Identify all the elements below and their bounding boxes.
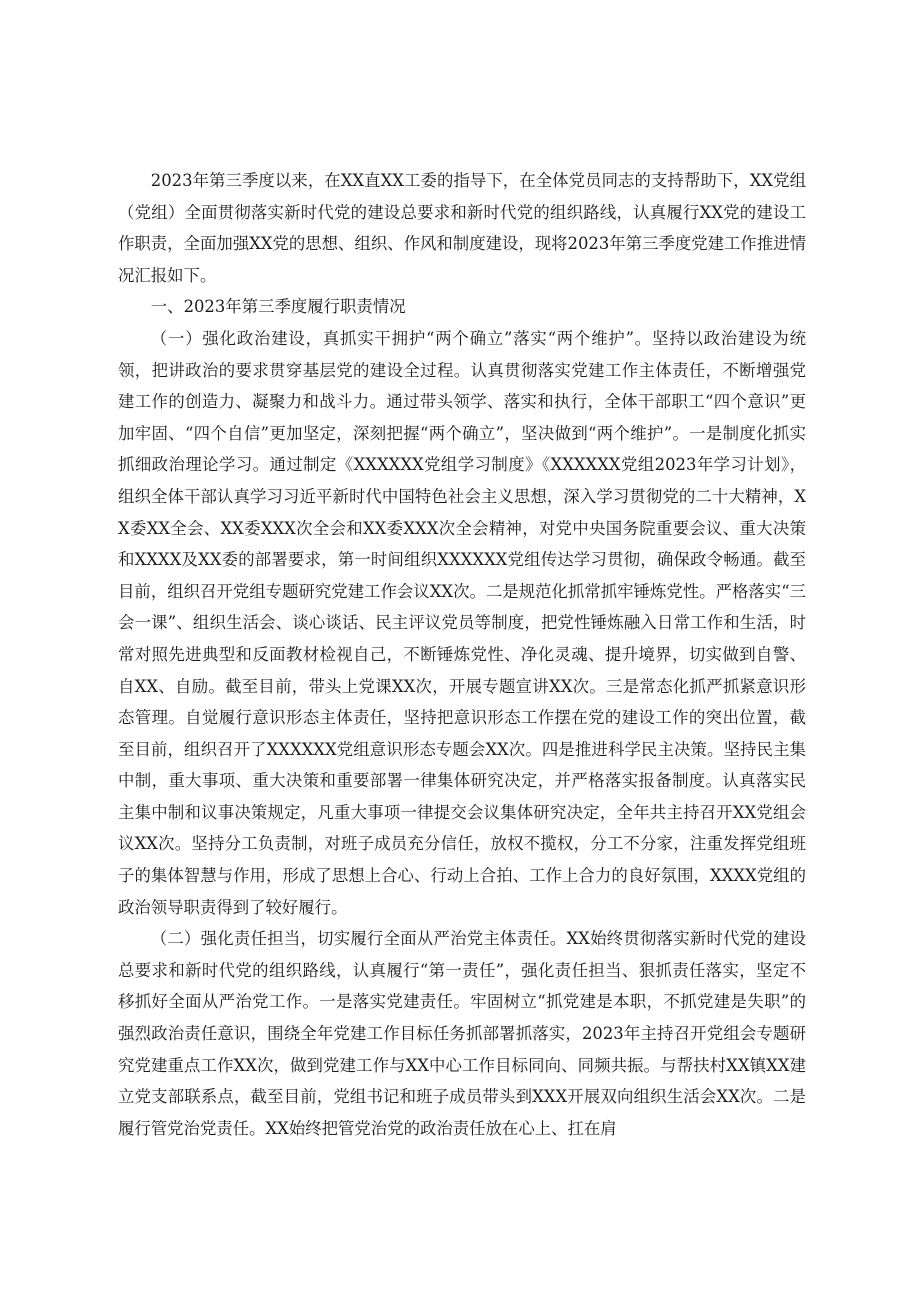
intro-paragraph: 2023年第三季度以来，在XX直XX工委的指导下，在全体党员同志的支持帮助下，XX党组（党组）全面贯彻落实新时代党的建设总要求和新时代党的组织路线，认真履行XX党的建设工作职责，全面加强XX党的思想、组织、作风和制度建设，现将2023年第三季度党建工作推进情况汇报如下。 — [118, 171, 806, 285]
document-body — [118, 165, 806, 1144]
political-construction-paragraph: （一）强化政治建设，真抓实干拥护“两个确立”落实“两个维护”。坚持以政治建设为统领，把讲政治的要求贯穿基层党的建设全过程。认真贯彻落实党建工作主体责任，不断增强党建工作的创造力、凝聚力和战斗力。通过带头领学、落实和执行，全体干部职工“四个意识”更加牢固、“四个自信”更加坚定，深刻把握“两个确立”，坚决做到“两个维护”。一是制度化抓实抓细政治理论学习。通过制定《XXXXXX党组学习制度》《XXXXXX党组2023年学习计划》，组织全体干部认真学习习近平新时代中国特色社会主义思想，深入学习贯彻党的二十大精神，XX委XX全会、XX委XXX次全会和XX委XXX次全会精神，对党中央国务院重要会议、重大决策和XXXX及XX委的部署要求，第一时间组织XXXXXX党组传达学习贯彻，确保政令畅通。截至目前，组织召开党组专题研究党建工作会议XX次。二是规范化抓常抓牢锤炼党性。严格落实“三会一课”、组织生活会、谈心谈话、民主评议党员等制度，把党性锤炼融入日常工作和生活，时常对照先进典型和反面教材检视自己，不断锤炼党性、净化灵魂、提升境界，切实做到自警、自XX、自励。截至目前，带头上党课XX次，开展专题宣讲XX次。三是常态化抓严抓紧意识形态管理。自觉履行意识形态主体责任，坚持把意识形态工作摆在党的建设工作的突出位置，截至目前，组织召开了XXXXXX党组意识形态专题会XX次。四是推进科学民主决策。坚持民主集中制，重大事项、重大决策和重要部署一律集体研究决定，并严格落实报备制度。认真落实民主集中制和议事决策规定，凡重大事项一律提交会议集体研究决定，全年共主持召开XX党组会议XX次。坚持分工负责制，对班子成员充分信任，放权不揽权，分工不分家，注重发挥党组班子的集体智慧与作用，形成了思想上合心、行动上合拍、工作上合力的良好氛围，XXXX党组的政治领导职责得到了较好履行。 — [118, 328, 806, 917]
section-heading: 一、2023年第三季度履行职责情况 — [150, 297, 406, 317]
responsibility-paragraph: （二）强化责任担当，切实履行全面从严治党主体责任。XX始终贯彻落实新时代党的建设总要求和新时代党的组织路线，认真履行“第一责任”，强化责任担当、狠抓责任落实，坚定不移抓好全面从严治党工作。一是落实党建责任。牢固树立“抓党建是本职，不抓党建是失职”的强烈政治责任意识，围绕全年党建工作目标任务抓部署抓落实，2023年主持召开党组会专题研究党建重点工作XX次，做到党建工作与XX中心工作目标同向、同频共振。与帮扶村XX镇XX建立党支部联系点，截至目前，党组书记和班子成员带头到XXX开展双向组织生活会XX次。二是履行管党治党责任。XX始终把管党治党的政治责任放在心上、扛在肩 — [118, 929, 806, 1138]
